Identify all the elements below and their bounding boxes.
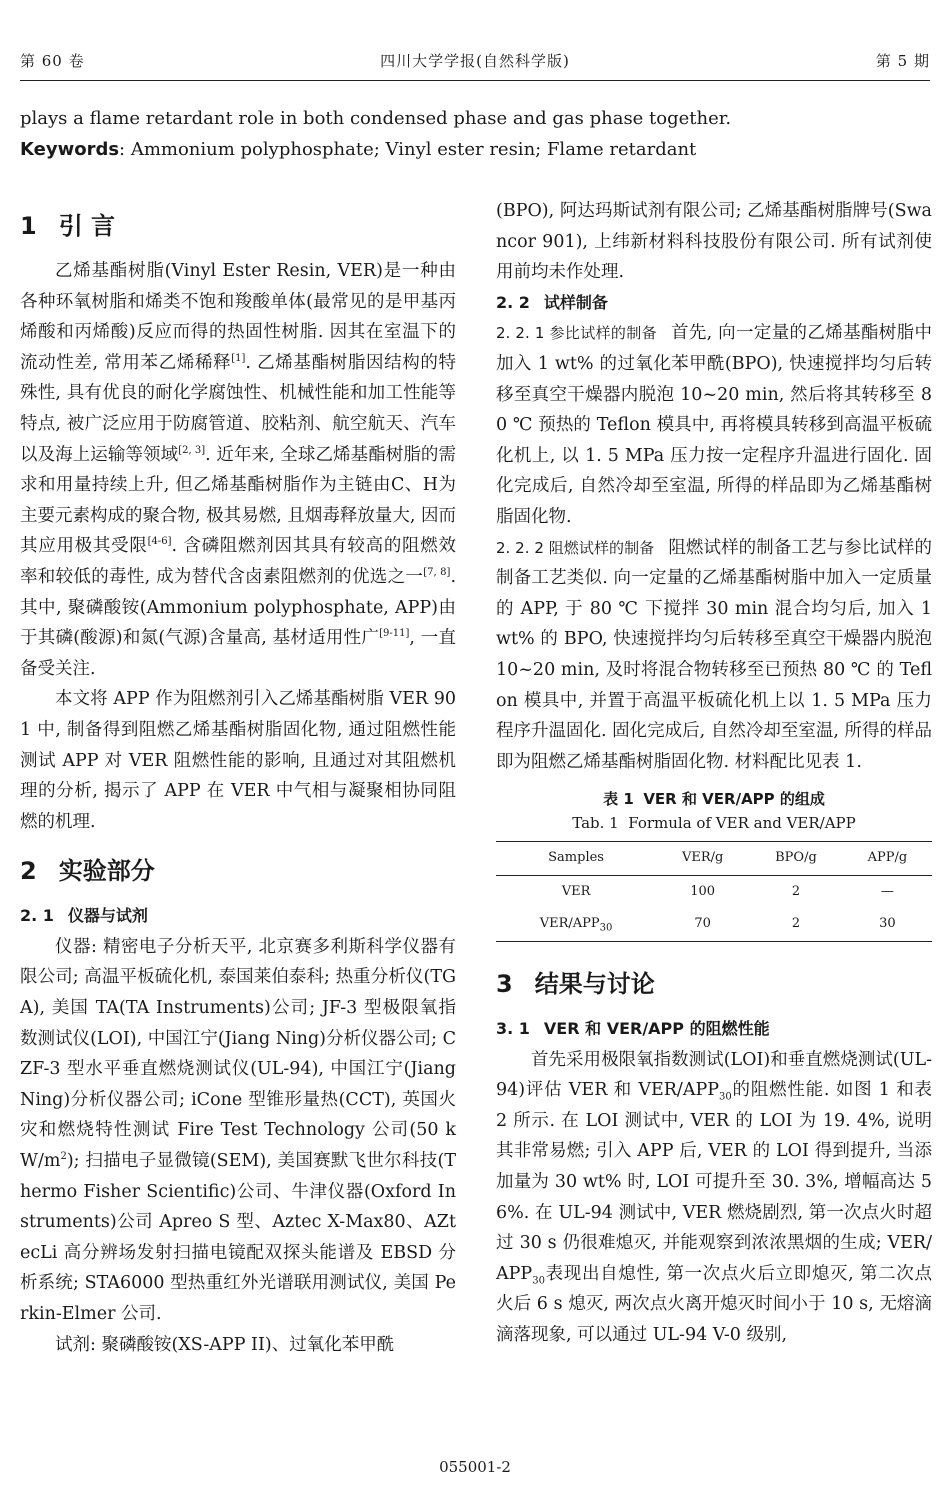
section-2-number: 2	[20, 857, 37, 886]
keywords-line	[20, 139, 696, 161]
subsection-2-2-2-label: 2. 2. 2 阻燃试样的制备	[496, 538, 655, 557]
subsection-3-1-number: 3. 1	[496, 1019, 530, 1039]
intro-text-f: , 一直备受关注.	[20, 628, 456, 679]
intro-text-b: . 乙烯基酯树脂因结构的特殊性, 具有优良的耐化学腐蚀性、机械性能和加工性能等特点, 被广泛应用于防腐管道、胶粘剂、航空航天、汽车以及海上运输等领域	[20, 352, 457, 465]
subsection-2-1-number: 2. 1	[20, 906, 54, 926]
intro-text-c: . 近年来, 全球乙烯基酯树脂的需求和用量持续上升, 但乙烯基酯树脂作为主链由C、H为主要元素构成的聚合物, 极其易燃, 且烟毒释放量大, 因而其应用极其受限	[20, 444, 457, 557]
results-subscript-2: 30	[532, 1275, 545, 1287]
intro-text-d: . 含磷阻燃剂因其具有较高的阻燃效率和较低的毒性, 成为替代含卤素阻燃剂的优选之一	[20, 536, 457, 587]
subsection-3-1-title: VER 和 VER/APP 的阻燃性能	[543, 1019, 770, 1039]
section-3-number: 3	[496, 970, 513, 999]
subsection-2-2-heading	[496, 288, 932, 319]
instruments-superscript: 2	[60, 1151, 67, 1163]
section-2-title: 实验部分	[58, 857, 155, 886]
subsection-3-1-heading	[496, 1014, 932, 1045]
table-1-en-title: Formula of VER and VER/APP	[628, 814, 856, 833]
results-text-a: 首先采用极限氧指数测试(LOI)和垂直燃烧测试(UL-94)评估 VER 和 VER/APP	[496, 1049, 932, 1101]
table-row	[496, 875, 932, 908]
subsection-2-2-1-label: 2. 2. 1 参比试样的制备	[496, 324, 657, 343]
intro-text-e: . 其中, 聚磷酸铵(Ammonium polyphosphate, APP)由于其磷(酸源)和氮(气源)含量高, 基材适用性广	[20, 566, 457, 649]
sample-name: VER/APP	[539, 916, 600, 932]
table-1-en-label: Tab. 1	[572, 814, 619, 833]
citation-5: [9-11]	[379, 628, 410, 640]
abstract-last-line: plays a flame retardant role in both condensed phase and gas phase together.	[20, 108, 732, 129]
journal-volume: 第 60 卷	[20, 52, 85, 70]
section-3-title: 结果与讨论	[534, 970, 655, 999]
table-cell: —	[880, 883, 894, 899]
results-text-b: 的阻燃性能. 如图 1 和表 2 所示. 在 LOI 测试中, VER 的 LOI 为 19. 4%, 说明其非常易燃; 引入 APP 后, VER 的 LOI 得到提升, 当添加量为 30 wt% 时, LOI 可提升至 30. 3%, 增幅高达 56%. 在 UL-94 测试中, VER 燃烧剧烈, 第一次点火时超过 30 s 仍很难熄灭, 并能观察到浓浓黑烟的生成; VER/APP	[496, 1080, 932, 1284]
table-header-cell: VER/g	[656, 842, 749, 876]
citation-3: [4-6]	[147, 536, 172, 548]
subsection-2-1-title: 仪器与试剂	[67, 906, 148, 926]
keywords-label: Keywords	[20, 139, 120, 160]
reference-sample-paragraph	[496, 318, 932, 532]
table-row	[496, 908, 932, 941]
table-header-cell: Samples	[496, 842, 656, 876]
citation-2: [2, 3]	[178, 444, 206, 456]
subsection-2-2-number: 2. 2	[496, 292, 530, 312]
left-column	[20, 196, 456, 1360]
results-text-c: 表现出自熄性, 第一次点火后立即熄灭, 第二次点火后 6 s 熄灭, 两次点火离开熄灭时间小于 10 s, 无熔滴滴落现象, 可以通过 UL-94 V-0 级别,	[496, 1263, 932, 1345]
flame-retardant-sample-paragraph	[496, 533, 932, 778]
section-1-title: 引 言	[58, 212, 116, 240]
instruments-text-b: ); 扫描电子显微镜(SEM), 美国赛默飞世尔科技(Thermo Fisher Scientific)公司、牛津仪器(Oxford Instruments)公司 Apreo S 型、Aztec X-Max80、AZtecLi 高分辨场发射扫描电镜配双探头能谱及 EBSD 分析系统; STA6000 型热重红外光谱联用测试仪, 美国 Perkin-Elmer 公司.	[20, 1151, 456, 1324]
instruments-paragraph	[20, 932, 456, 1330]
journal-issue: 第 5 期	[875, 52, 930, 70]
subsection-2-2-title: 试样制备	[543, 292, 608, 312]
citation-4: [7, 8]	[423, 567, 451, 579]
citation-1: [1]	[231, 352, 246, 364]
table-1-caption-cn	[496, 787, 932, 811]
table-1-caption-en	[496, 811, 932, 835]
table-cell: 2	[749, 908, 843, 941]
sample-subscript: 30	[599, 923, 613, 935]
reagents-paragraph-start: 试剂: 聚磷酸铵(XS-APP II)、过氧化苯甲酰	[55, 1334, 395, 1355]
instruments-text-a: 仪器: 精密电子分析天平, 北京赛多利斯科学仪器有限公司; 高温平板硫化机, 泰国莱伯泰科; 热重分析仪(TGA), 美国 TA(TA Instruments)公司; JF-3 型极限氧指数测试仪(LOI), 中国江宁(Jiang Ning)分析仪器公司; CZF-3 型水平垂直燃烧测试仪(UL-94), 中国江宁(Jiang Ning)分析仪器公司; iCone 型锥形量热(CCT), 英国火灾和燃烧特性测试 Fire Test Technology 公司(50 kW/m	[20, 936, 456, 1172]
keywords-text: : Ammonium polyphosphate; Vinyl ester resin; Flame retardant	[119, 139, 697, 160]
section-1-number: 1	[20, 212, 37, 240]
section-3-heading	[496, 956, 932, 1012]
table-cell	[496, 908, 656, 941]
results-paragraph	[496, 1045, 932, 1351]
page-number: 055001-2	[439, 1458, 511, 1476]
table-1	[496, 841, 932, 942]
header-rule	[20, 80, 930, 81]
intro-paragraph-1	[20, 256, 456, 684]
table-cell: 70	[656, 908, 749, 941]
intro-paragraph-2: 本文将 APP 作为阻燃剂引入乙烯基酯树脂 VER 901 中, 制备得到阻燃乙烯基酯树脂固化物, 通过阻燃性能测试 APP 对 VER 阻燃性能的影响, 且通过对其阻燃机理的分析, 揭示了 APP 在 VER 中气相与凝聚相协同阻燃的机理.	[20, 689, 456, 832]
table-1-label: 表 1	[603, 790, 634, 809]
table-cell: 100	[690, 883, 716, 899]
section-2-heading	[20, 843, 456, 899]
table-1-title: VER 和 VER/APP 的组成	[643, 790, 825, 809]
reagents-paragraph-end: (BPO), 阿达玛斯试剂有限公司; 乙烯基酯树脂牌号(Swancor 901), 上纬新材料科技股份有限公司. 所有试剂使用前均未作处理.	[496, 201, 932, 283]
subsection-2-1-heading	[20, 901, 456, 932]
table-cell: VER	[561, 883, 591, 899]
subsection-2-2-1-text: 首先, 向一定量的乙烯基酯树脂中加入 1 wt% 的过氧化苯甲酰(BPO), 快速搅拌均匀后转移至真空干燥器内脱泡 10~20 min, 然后将其转移至 80 ℃ 预热的 Teflon 模具中, 再将模具转移到高温平板硫化机上, 以 1. 5 MPa 压力按一定程序升温进行固化. 固化完成后, 自然冷却至室温, 所得的样品即为乙烯基酯树脂固化物.	[496, 323, 932, 527]
results-subscript-1: 30	[719, 1091, 732, 1103]
subsection-2-2-2-text: 阻燃试样的制备工艺与参比试样的制备工艺类似. 向一定量的乙烯基酯树脂中加入一定质量的 APP, 于 80 ℃ 下搅拌 30 min 混合均匀后, 加入 1 wt% 的 BPO, 快速搅拌均匀后转移至真空干燥器内脱泡 10~20 min, 及时将混合物转移至已预热 80 ℃ 的 Teflon 模具中, 并置于高温平板硫化机上以 1. 5 MPa 压力程序升温固化. 固化完成后, 自然冷却至室温, 所得的样品即为阻燃乙烯基酯树脂固化物. 材料配比见表 1.	[496, 537, 932, 772]
table-cell: 2	[791, 883, 801, 899]
table-header-cell: APP/g	[843, 842, 932, 876]
section-1-heading	[20, 198, 456, 254]
journal-title: 四川大学学报(自然科学版)	[380, 52, 570, 70]
table-header-cell: BPO/g	[749, 842, 843, 876]
right-column	[496, 196, 932, 1351]
intro-text-a: 乙烯基酯树脂(Vinyl Ester Resin, VER)是一种由各种环氧树脂和烯类不饱和羧酸单体(最常见的是甲基丙烯酸和丙烯酸)反应而得的热固性树脂. 因其在室温下的流动性差, 常用苯乙烯稀释	[20, 261, 456, 373]
table-cell: 30	[843, 908, 932, 941]
table-header-row	[496, 842, 932, 876]
